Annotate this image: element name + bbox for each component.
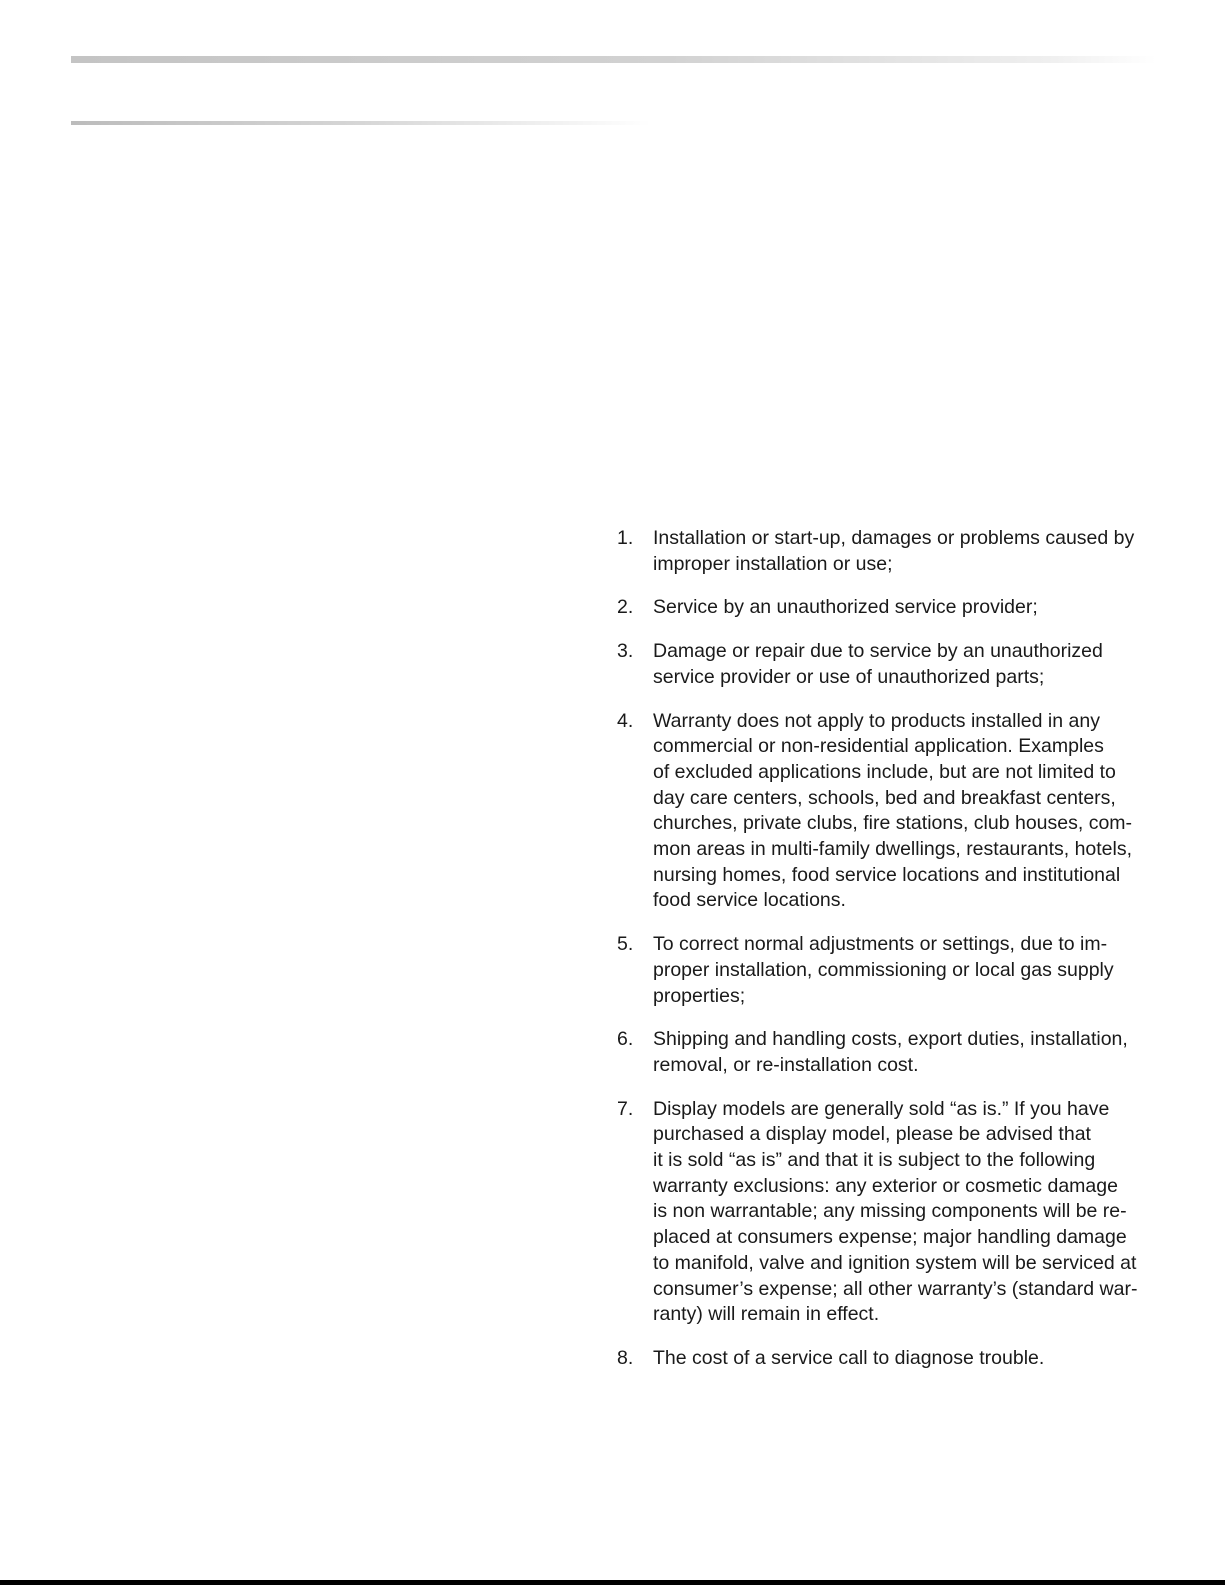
list-item: [617, 932, 1147, 1009]
list-item: [617, 595, 1147, 621]
list-item-number: 7.: [617, 1097, 634, 1120]
list-item: [617, 526, 1147, 577]
list-item-number: 5.: [617, 933, 634, 956]
list-item-number: 8.: [617, 1346, 634, 1369]
list-item-text: Installation or start-up, damages or problems caused by improper installation or use;: [653, 527, 1135, 575]
list-item: [617, 1097, 1147, 1328]
warranty-exclusions-list: [617, 526, 1147, 1390]
list-item: [617, 1027, 1147, 1078]
list-item-number: 2.: [617, 596, 634, 619]
list-item-text: Warranty does not apply to products installed in any commercial or non-residential application. Examples of excluded applications include, but are not limited to day care centers, schools, bed and breakfast centers, churches, private clubs, fire stations, club houses, com- mon areas in multi-family dwellings, restaurants, hotels, nursing homes, food service locations and institutional food service locations.: [653, 709, 1133, 912]
list-item-number: 4.: [617, 709, 634, 732]
list-item-text: Display models are generally sold “as is.” If you have purchased a display model, please be advised that it is sold “as is” and that it is subject to the following warranty exclusions: any exterior or cosmetic damage is non warrantable; any missing components will be re- placed at consumers expense; major handling damage to manifold, valve and ignition system will be serviced at consumer’s expense; all other warranty’s (standard war- ranty) will remain in effect.: [653, 1097, 1138, 1326]
list-item: [617, 1346, 1147, 1372]
top-header-rule: [71, 56, 1156, 63]
list-item-text: To correct normal adjustments or settings, due to im- proper installation, commissioning or local gas supply properties;: [653, 933, 1114, 1007]
list-item-text: Damage or repair due to service by an unauthorized service provider or use of unauthorized parts;: [653, 640, 1103, 688]
section-header-rule: [71, 121, 651, 125]
list-item-number: 3.: [617, 640, 634, 663]
list-item-number: 1.: [617, 527, 634, 549]
list-item-text: Shipping and handling costs, export duties, installation, removal, or re-installation cost.: [653, 1028, 1128, 1076]
list-item-text: The cost of a service call to diagnose trouble.: [653, 1346, 1045, 1369]
list-item-text: Service by an unauthorized service provider;: [653, 596, 1038, 619]
list-item: [617, 639, 1147, 690]
list-item: [617, 709, 1147, 915]
list-item-number: 6.: [617, 1028, 634, 1051]
bottom-edge-rule: [0, 1580, 1225, 1585]
